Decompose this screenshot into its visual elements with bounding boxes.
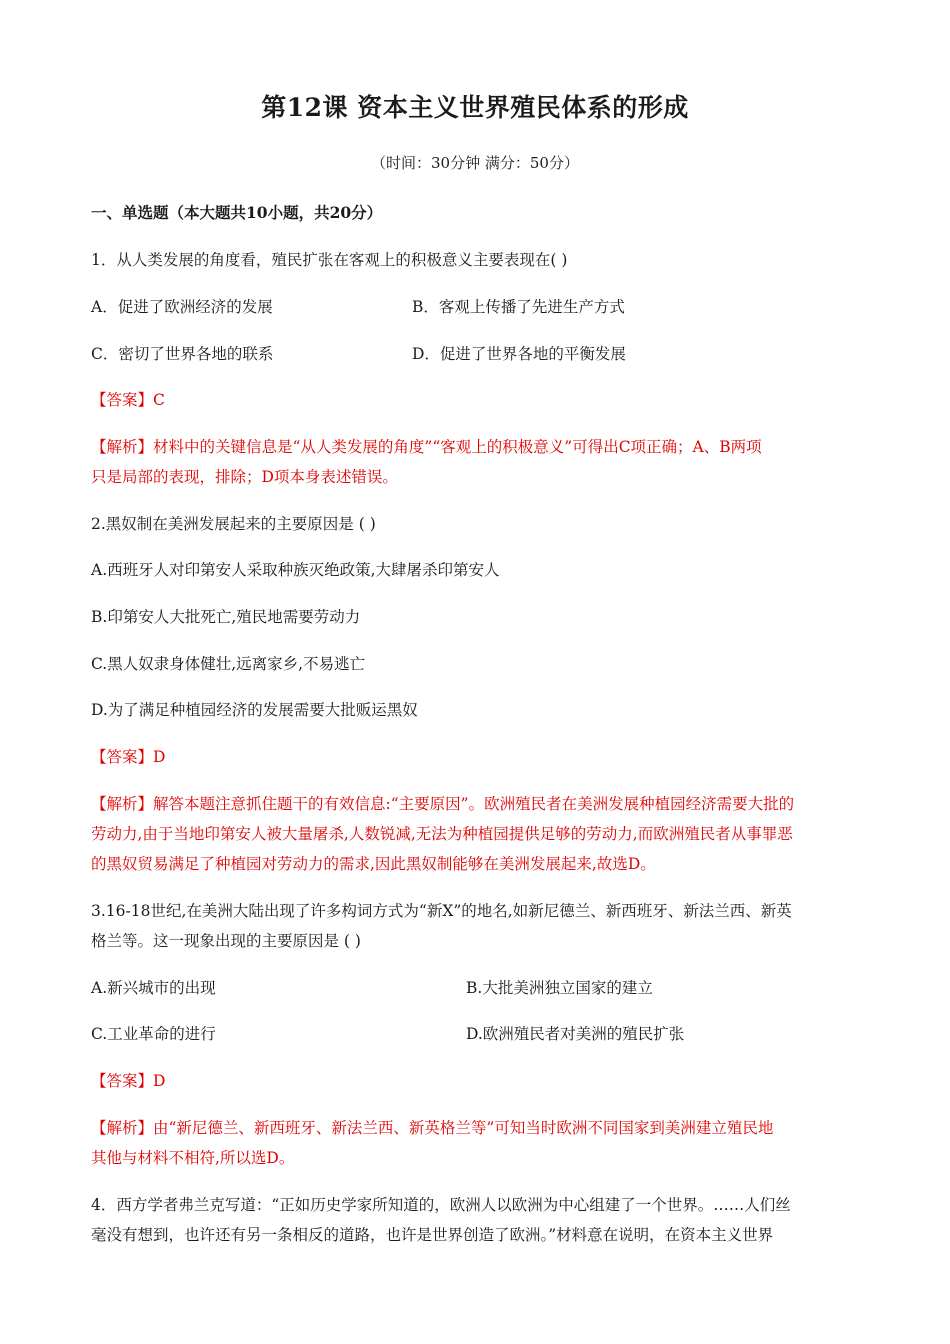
q1-option-d: D．促进了世界各地的平衡发展 — [412, 345, 626, 363]
q3-option-c: C.工业革命的进行 — [91, 1025, 216, 1043]
q3-answer: 【答案】D — [91, 1072, 166, 1090]
q1-analysis-line2: 只是局部的表现，排除；D项本身表述错误。 — [91, 468, 398, 486]
q3-option-d: D.欧洲殖民者对美洲的殖民扩张 — [466, 1025, 685, 1043]
q2-stem: 2.黑奴制在美洲发展起来的主要原因是 ( ) — [91, 515, 376, 533]
exam-info: （时间：30分钟 满分：50分） — [371, 154, 579, 172]
q3-analysis-line2: 其他与材料不相符,所以选D。 — [91, 1149, 295, 1167]
q4-stem-line2: 毫没有想到，也许还有另一条相反的道路，也许是世界创造了欧洲。”材料意在说明，在资本主义世界 — [91, 1226, 774, 1244]
q3-option-b: B.大批美洲独立国家的建立 — [466, 979, 653, 997]
q1-stem: 1．从人类发展的角度看，殖民扩张在客观上的积极意义主要表现在( ) — [91, 251, 568, 269]
q3-analysis-line1: 【解析】由“新尼德兰、新西班牙、新法兰西、新英格兰等”可知当时欧洲不同国家到美洲建立殖民地 — [91, 1119, 774, 1137]
q1-option-b: B．客观上传播了先进生产方式 — [412, 298, 625, 316]
q3-stem-line1: 3.16-18世纪,在美洲大陆出现了许多构词方式为“新X”的地名,如新尼德兰、新西班牙、新法兰西、新英 — [91, 902, 792, 920]
q1-analysis-line1: 【解析】材料中的关键信息是“从人类发展的角度”“客观上的积极意义”可得出C项正确；A、B两项 — [91, 438, 762, 456]
page-title: 第12课 资本主义世界殖民体系的形成 — [261, 93, 689, 122]
q2-analysis-line1: 【解析】解答本题注意抓住题干的有效信息:“主要原因”。欧洲殖民者在美洲发展种植园经济需要大批的 — [91, 795, 795, 813]
q2-answer: 【答案】D — [91, 748, 166, 766]
q3-stem-line2: 格兰等。这一现象出现的主要原因是 ( ) — [91, 932, 361, 950]
q2-option-c: C.黑人奴隶身体健壮,远离家乡,不易逃亡 — [91, 655, 366, 673]
q2-analysis-line3: 的黑奴贸易满足了种植园对劳动力的需求,因此黑奴制能够在美洲发展起来,故选D。 — [91, 855, 656, 873]
q3-option-a: A.新兴城市的出现 — [91, 979, 216, 997]
section-heading: 一、单选题（本大题共10小题，共20分） — [91, 203, 383, 222]
q4-stem-line1: 4．西方学者弗兰克写道：“正如历史学家所知道的，欧洲人以欧洲为中心组建了一个世界。……人们丝 — [91, 1196, 791, 1214]
q1-option-a: A．促进了欧洲经济的发展 — [91, 298, 273, 316]
q1-answer: 【答案】C — [91, 391, 165, 409]
q2-option-a: A.西班牙人对印第安人采取种族灭绝政策,大肆屠杀印第安人 — [91, 561, 500, 579]
q1-option-c: C．密切了世界各地的联系 — [91, 345, 274, 363]
q2-option-d: D.为了满足种植园经济的发展需要大批贩运黑奴 — [91, 701, 418, 719]
q2-analysis-line2: 劳动力,由于当地印第安人被大量屠杀,人数锐减,无法为种植园提供足够的劳动力,而欧洲殖民者从事罪恶 — [91, 825, 793, 843]
q2-option-b: B.印第安人大批死亡,殖民地需要劳动力 — [91, 608, 361, 626]
